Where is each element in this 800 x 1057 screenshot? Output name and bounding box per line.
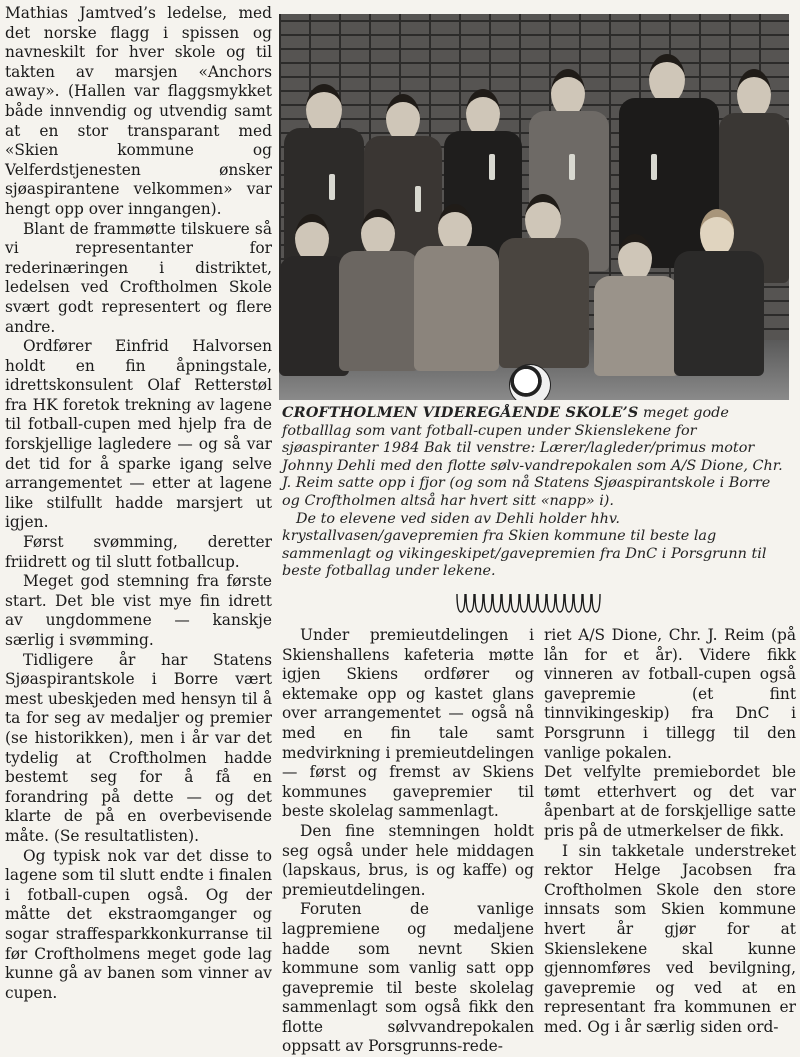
paragraph: Mathias Jamtved’s ledelse, med det norske flagg i spissen og navneskilt for hver skole og til takten av marsjen «Anchors away». (Hallen var flaggsmykket både innvendig og utvendig samt at en stor transparant med «Skien kommune og Velferdstjenesten ønsker sjøaspirantene velkommen» var hengt opp over inngangen). (5, 4, 272, 218)
paragraph: Blant de frammøtte tilskuere så vi representanter for rederinæringen i distriktet, ledelsen ved Croftholmen Skole svært godt representert og flere andre. (5, 219, 272, 336)
team-photo (279, 14, 789, 400)
paragraph: Og typisk nok var det disse to lagene som til slutt endte i finalen i fotball-cupen også. Og der måtte det ekstraomganger og sogar straffesparkkonkurranse til før Croftholmens meget gode lag kunne gå av banen som vinner av cupen. (5, 846, 272, 1002)
paragraph: Under premieutdelingen i Skienshallens kafeteria møtte igjen Skiens ordfører og ektemake opp og kastet glans over arrangementet — også nå med en fin tale samt medvirkning i premieutdelingen — først og fremst av Skiens kommunes gavepremier til beste skolelag sammenlagt. (282, 626, 534, 821)
caption-lead: CROFTHOLMEN VIDEREGÅENDE SKOLE’S (282, 404, 639, 421)
article-column-2 (282, 626, 534, 1057)
caption-paragraph (282, 404, 792, 511)
paragraph: Tidligere år har Statens Sjøaspirantskole i Borre vært mest ubeskjeden med hensyn til å ta for seg av medaljer og premier (se historikken), men i år var det tydelig at Croftholmen hadde bestemt seg for å få en forandring på dette — og det klarte de på en overbevisende måte. (Se resultatlisten). (5, 650, 272, 845)
football (509, 364, 551, 400)
paragraph: Den fine stemningen holdt seg også under hele middagen (lapskaus, brus, is og kaffe) og premieutdelingen. (282, 821, 534, 899)
paragraph: Det velfylte premiebordet ble tømt etterhvert og det var åpenbart at de forskjellige satte pris på de utmerkelser de fikk. (544, 763, 796, 840)
paragraph: riet A/S Dione, Chr. J. Reim (på lån for et år). Videre fikk vinneren av fotball-cupen også gavepremie (et fint tinnvikingeskip) fra DnC i Porsgrunn i tillegg til den vanlige pokalen. (544, 626, 796, 762)
caption-text: meget gode fotballlag som vant fotball-cupen under Skienslekene for sjøaspiranter 1984 Bak til venstre: Lærer/lagleder/primus motor Johnny Dehli med den flotte sølv-vandrepokalen som A/S Dione, Chr. J. Reim satte opp i fjor (og som nå Statens Sjøaspirantskole i Borre og Croftholmen altså har hvert sitt «napp» i). (282, 405, 783, 509)
paragraph: Foruten de vanlige lagpremiene og medaljene hadde som nevnt Skien kommune som vanlig satt opp gavepremie til beste skolelag sammenlagt som også fikk den flotte sølvvandrepokalen oppsatt av Porsgrunns-rede- (282, 900, 534, 1056)
photo-caption (282, 404, 792, 581)
caption-paragraph: De to elevene ved siden av Dehli holder hhv. krystallvasen/gavepremien fra Skien kommune til beste lag sammenlagt og vikingeskipet/gavepremien fra DnC i Porsgrunn til beste fotballag under lekene. (282, 510, 767, 580)
article-column-1 (5, 4, 272, 1003)
paragraph: I sin takketale understreket rektor Helge Jacobsen fra Croftholmen Skole den store innsats som Skien kommune hvert år gjør for at Skienslekene skal kunne gjennomføres ved bevilgning, gavepremie og ved at en representant fra kommunen er med. Og i år særlig siden ord- (544, 841, 796, 1036)
paragraph: Først svømming, deretter friidrett og til slutt fotballcup. (5, 533, 272, 571)
bleed-through (610, 580, 800, 620)
article-column-3 (544, 626, 796, 1037)
section-divider-ornament (455, 590, 603, 614)
paragraph: Meget god stemning fra første start. Det ble vist mye fin idrett av ungdommene — kanskje særlig i svømming. (5, 572, 272, 649)
paragraph: Ordfører Einfrid Halvorsen holdt en fin åpningstale, idrettskonsulent Olaf Retterstøl fra HK foretok trekning av lagene til fotball-cupen med hjelp fra de forskjellige lagledere — og så var det tid for å sparke igang selve arrangementet — etter at lagene like stilfullt hadde marsjert ut igjen. (5, 337, 272, 532)
